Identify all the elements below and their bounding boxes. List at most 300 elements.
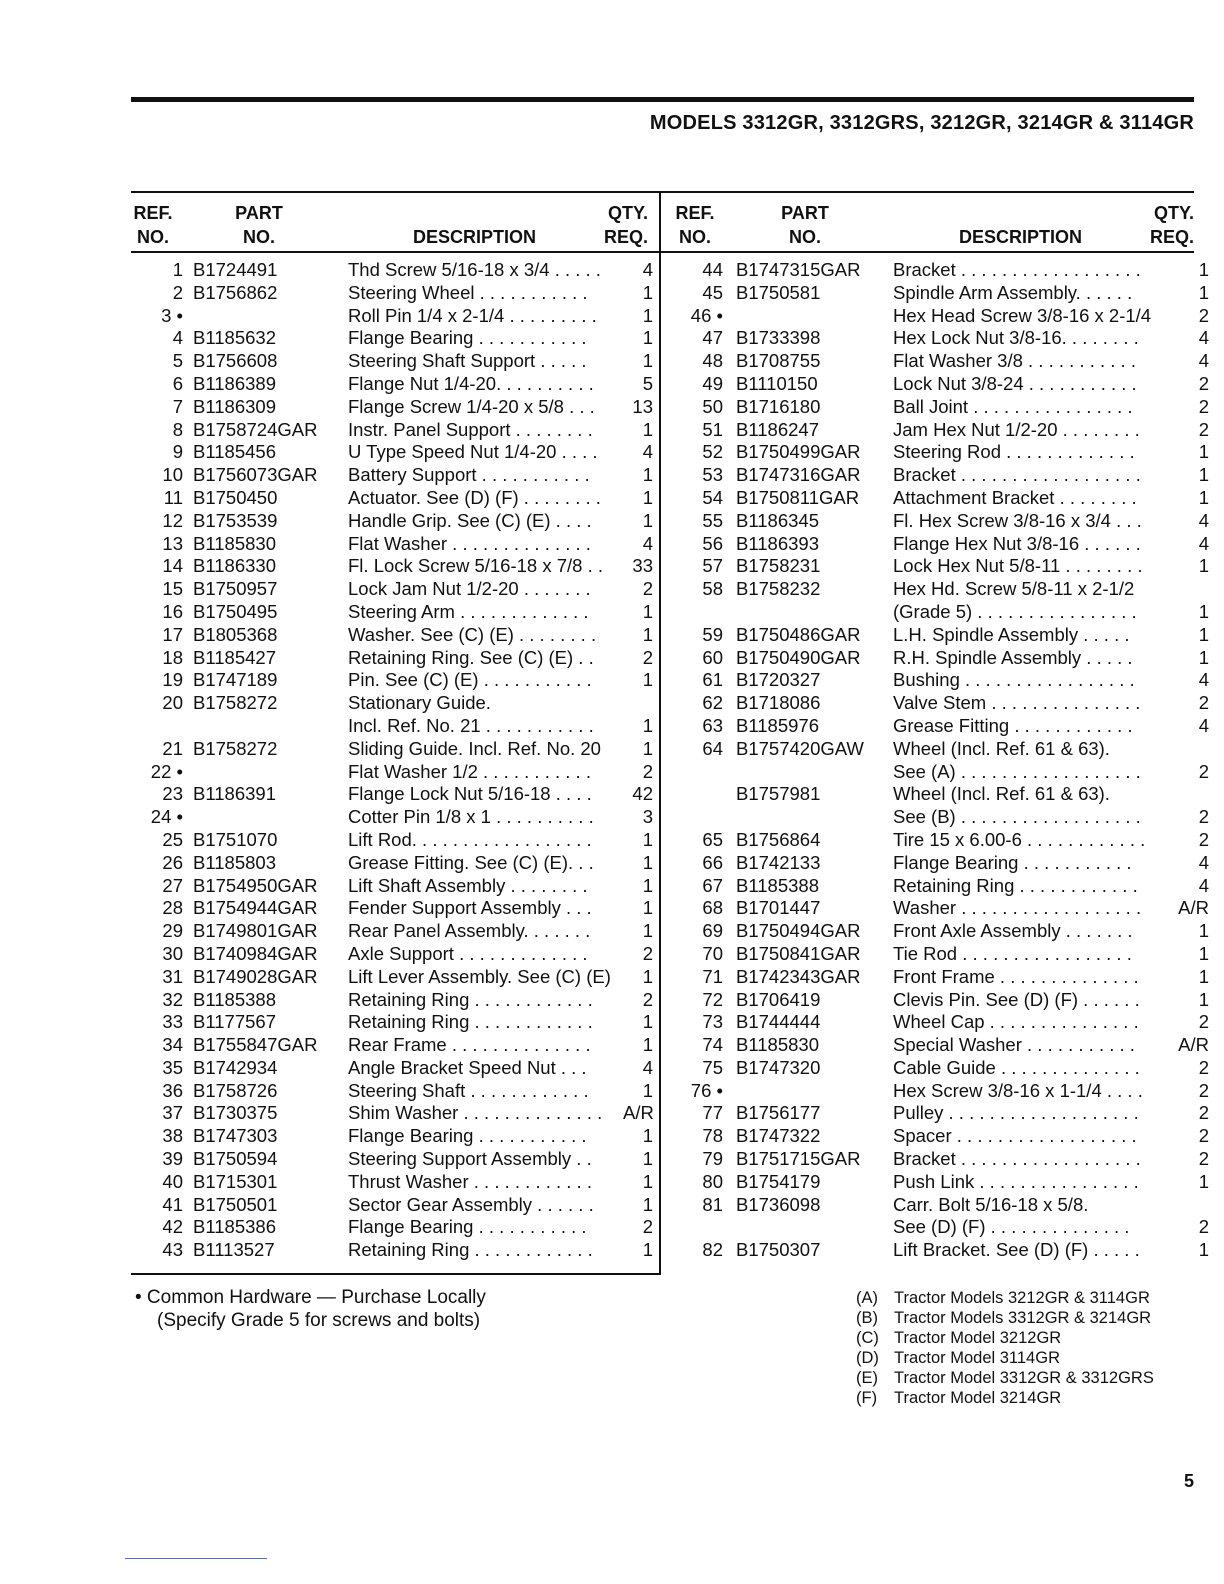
ref-number: 3 •	[161, 304, 183, 326]
ref-number: 60	[702, 646, 723, 668]
table-row	[131, 1011, 659, 1034]
part-number: B1186393	[736, 532, 819, 554]
part-description: Lock Jam Nut 1/2-20 . . . . . . .	[348, 578, 591, 600]
quantity: 4	[1198, 874, 1209, 896]
part-number: B1113527	[193, 1239, 275, 1261]
part-description: Front Axle Assembly . . . . . . .	[893, 920, 1133, 942]
header-description-right: DESCRIPTION	[959, 227, 1083, 247]
ref-number: 55	[702, 509, 723, 531]
table-row	[131, 806, 659, 829]
ref-number: 21	[162, 737, 183, 759]
table-row	[131, 1194, 659, 1217]
table-row	[667, 761, 1212, 784]
quantity: 1	[642, 281, 653, 303]
part-description: Rear Panel Assembly. . . . . . .	[348, 920, 591, 942]
part-description: Sliding Guide. Incl. Ref. No. 20	[348, 737, 601, 759]
table-row	[131, 715, 659, 738]
quantity: A/R	[1178, 897, 1209, 919]
quantity: 1	[642, 1239, 653, 1261]
part-description: Fl. Hex Screw 3/8-16 x 3/4 . . .	[893, 509, 1142, 531]
part-description: See (D) (F) . . . . . . . . . . . . . .	[893, 1216, 1130, 1238]
quantity: 1	[642, 327, 653, 349]
table-row	[131, 783, 659, 806]
ref-number: 43	[162, 1239, 183, 1261]
part-description: Flange Bearing . . . . . . . . . . .	[893, 851, 1132, 873]
table-row	[667, 943, 1212, 966]
ref-number: 17	[162, 623, 183, 645]
quantity: 1	[642, 851, 653, 873]
part-number: B1186389	[193, 372, 276, 394]
part-number: B1185830	[193, 532, 276, 554]
quantity: 4	[1198, 532, 1209, 554]
table-row	[131, 396, 659, 419]
part-description: Bracket . . . . . . . . . . . . . . . . . .	[893, 259, 1141, 280]
ref-number: 29	[162, 920, 183, 942]
part-number: B1742133	[736, 851, 821, 873]
quantity: 4	[642, 1056, 653, 1078]
quantity: 2	[1198, 828, 1209, 850]
part-number: B1756608	[193, 350, 278, 372]
part-number: B1754944GAR	[193, 897, 318, 919]
part-number: B1754950GAR	[193, 874, 318, 896]
ref-number: 12	[162, 509, 183, 531]
table-row	[131, 989, 659, 1012]
part-number: B1756864	[736, 828, 821, 850]
ref-number: 63	[702, 714, 723, 736]
quantity: 2	[1198, 760, 1209, 782]
quantity: 1	[1198, 259, 1209, 280]
header-part-right: PART NO.	[781, 203, 829, 247]
table-row	[667, 441, 1212, 464]
quantity: 1	[642, 1034, 653, 1056]
quantity: 1	[642, 1125, 653, 1147]
ref-number: 15	[162, 578, 183, 600]
table-row	[131, 510, 659, 533]
part-number: B1720327	[736, 669, 821, 691]
quantity: 33	[632, 555, 653, 577]
part-number: B1747316GAR	[736, 464, 861, 486]
part-number: B1758231	[736, 555, 821, 577]
table-row	[667, 419, 1212, 442]
ref-number: 72	[702, 988, 723, 1010]
part-description: Hex Head Screw 3/8-16 x 2-1/4	[893, 304, 1152, 326]
quantity: 1	[642, 623, 653, 645]
table-row	[131, 441, 659, 464]
part-number: B1701447	[736, 897, 821, 919]
ref-number: 57	[702, 555, 723, 577]
ref-number: 54	[702, 486, 723, 508]
table-row	[131, 555, 659, 578]
part-number: B1185427	[193, 646, 276, 668]
part-description: Flange Screw 1/4-20 x 5/8 . . .	[348, 395, 595, 417]
part-description: See (B) . . . . . . . . . . . . . . . . . .	[893, 806, 1141, 828]
quantity: 2	[1198, 692, 1209, 714]
ref-number: 69	[702, 920, 723, 942]
part-description: Cable Guide . . . . . . . . . . . . . .	[893, 1056, 1140, 1078]
part-number: B1750501	[193, 1193, 278, 1215]
part-description: Battery Support . . . . . . . . . . .	[348, 464, 590, 486]
ref-number: 66	[702, 851, 723, 873]
part-number: B1747315GAR	[736, 259, 861, 280]
quantity: 1	[642, 737, 653, 759]
table-row	[131, 738, 659, 761]
models-title: MODELS 3312GR, 3312GRS, 3212GR, 3214GR & 3114GR	[649, 112, 1194, 134]
ref-number: 7	[172, 395, 183, 417]
part-number: B1706419	[736, 988, 821, 1010]
table-row	[131, 1034, 659, 1057]
table-row	[131, 761, 659, 784]
part-description: Retaining Ring . . . . . . . . . . . .	[893, 874, 1138, 896]
table-row	[667, 1239, 1212, 1262]
quantity: 2	[1198, 418, 1209, 440]
table-row	[131, 1080, 659, 1103]
part-description: Thd Screw 5/16-18 x 3/4 . . . . .	[348, 259, 601, 280]
quantity: 1	[642, 304, 653, 326]
part-description: Retaining Ring . . . . . . . . . . . .	[348, 988, 593, 1010]
legend-tag: (F)	[856, 1389, 878, 1407]
quantity: 4	[1198, 350, 1209, 372]
table-row	[667, 510, 1212, 533]
quantity: 1	[642, 920, 653, 942]
part-number: B1747322	[736, 1125, 821, 1147]
part-number: B1755847GAR	[193, 1034, 318, 1056]
table-row	[667, 1034, 1212, 1057]
part-number: B1715301	[193, 1170, 278, 1192]
quantity: 2	[1198, 1079, 1209, 1101]
footnote-line-1: • Common Hardware — Purchase Locally	[135, 1287, 486, 1308]
part-number: B1756177	[736, 1102, 821, 1124]
part-description: Special Washer . . . . . . . . . . .	[893, 1034, 1135, 1056]
table-row	[667, 989, 1212, 1012]
quantity: 1	[642, 509, 653, 531]
ref-number: 14	[162, 555, 183, 577]
ref-number: 28	[162, 897, 183, 919]
ref-number: 45	[702, 281, 723, 303]
quantity: 1	[642, 965, 653, 987]
ref-number: 25	[162, 828, 183, 850]
part-number: B1750450	[193, 486, 278, 508]
part-description: Shim Washer . . . . . . . . . . . . . .	[348, 1102, 603, 1124]
ref-number: 73	[702, 1011, 723, 1033]
part-description: Tire 15 x 6.00-6 . . . . . . . . . . . .	[893, 828, 1146, 850]
part-description: Lift Bracket. See (D) (F) . . . . .	[893, 1239, 1140, 1261]
quantity: 2	[1198, 1056, 1209, 1078]
quantity: 1	[1198, 464, 1209, 486]
table-row	[131, 1125, 659, 1148]
ref-number: 35	[162, 1056, 183, 1078]
table-row	[667, 464, 1212, 487]
part-number: B1186309	[193, 395, 276, 417]
quantity: 5	[642, 372, 653, 394]
ref-number: 42	[162, 1216, 183, 1238]
table-row	[667, 1102, 1212, 1125]
quantity: 2	[642, 1216, 653, 1238]
quantity: 2	[1198, 372, 1209, 394]
table-row	[131, 464, 659, 487]
ref-number: 68	[702, 897, 723, 919]
ref-number: 40	[162, 1170, 183, 1192]
part-description: Lock Nut 3/8-24 . . . . . . . . . . .	[893, 372, 1137, 394]
quantity: 1	[642, 486, 653, 508]
part-description: Wheel Cap . . . . . . . . . . . . . . .	[893, 1011, 1139, 1033]
ref-number: 27	[162, 874, 183, 896]
ref-number: 13	[162, 532, 183, 554]
ref-number: 77	[702, 1102, 723, 1124]
quantity: 13	[632, 395, 653, 417]
legend-text: Tractor Model 3214GR	[894, 1389, 1062, 1407]
table-row	[131, 692, 659, 715]
table-row	[131, 419, 659, 442]
quantity: 1	[1198, 623, 1209, 645]
part-number: B1757420GAW	[736, 737, 864, 759]
quantity: 1	[642, 874, 653, 896]
quantity: 1	[642, 1193, 653, 1215]
part-description: Steering Rod . . . . . . . . . . . . .	[893, 441, 1135, 463]
ref-number: 65	[702, 828, 723, 850]
quantity: 1	[1198, 646, 1209, 668]
table-row	[131, 282, 659, 305]
table-row	[667, 852, 1212, 875]
ref-number: 23	[162, 783, 183, 805]
part-number: B1742343GAR	[736, 965, 861, 987]
quantity: 1	[1198, 965, 1209, 987]
part-number: B1750811GAR	[736, 486, 860, 508]
part-description: Clevis Pin. See (D) (F) . . . . . .	[893, 988, 1140, 1010]
part-description: Pulley . . . . . . . . . . . . . . . . . . .	[893, 1102, 1139, 1124]
table-header-rule	[131, 191, 1194, 193]
part-description: Flange Bearing . . . . . . . . . . .	[348, 1216, 587, 1238]
ref-number: 46 •	[690, 304, 723, 326]
table-row	[131, 350, 659, 373]
quantity: 1	[642, 828, 653, 850]
part-description: Axle Support . . . . . . . . . . . . .	[348, 942, 588, 964]
quantity: 4	[1198, 669, 1209, 691]
part-number: B1754179	[736, 1170, 821, 1192]
legend-text: Tractor Model 3114GR	[894, 1349, 1060, 1367]
quantity: 2	[1198, 1125, 1209, 1147]
table-bottom-rule	[131, 1273, 661, 1275]
ref-number: 48	[702, 350, 723, 372]
table-row	[131, 920, 659, 943]
table-row	[131, 829, 659, 852]
ref-number: 53	[702, 464, 723, 486]
part-number: B1733398	[736, 327, 821, 349]
table-row	[667, 373, 1212, 396]
part-number: B1110150	[736, 372, 818, 394]
quantity: 1	[1198, 555, 1209, 577]
part-description: Roll Pin 1/4 x 2-1/4 . . . . . . . . .	[348, 304, 597, 326]
part-description: Thrust Washer . . . . . . . . . . . .	[348, 1170, 592, 1192]
ref-number: 80	[702, 1170, 723, 1192]
top-rule	[131, 97, 1194, 102]
part-number: B1185632	[193, 327, 276, 349]
part-description: Hex Lock Nut 3/8-16. . . . . . . .	[893, 327, 1139, 349]
part-number: B1185456	[193, 441, 276, 463]
part-number: B1724491	[193, 259, 278, 280]
part-number: B1750957	[193, 578, 278, 600]
quantity: 1	[642, 350, 653, 372]
quantity: 2	[1198, 304, 1209, 326]
legend-tag: (E)	[856, 1369, 878, 1387]
table-row	[131, 943, 659, 966]
part-number: B1756862	[193, 281, 278, 303]
ref-number: 82	[702, 1239, 723, 1261]
table-row	[667, 1216, 1212, 1239]
ref-number: 26	[162, 851, 183, 873]
ref-number: 74	[702, 1034, 723, 1056]
part-description: U Type Speed Nut 1/4-20 . . . .	[348, 441, 598, 463]
part-number: B1177567	[193, 1011, 276, 1033]
quantity: 1	[642, 1079, 653, 1101]
part-number: B1742934	[193, 1056, 278, 1078]
quantity: 1	[1198, 1170, 1209, 1192]
ref-number: 70	[702, 942, 723, 964]
ref-number: 2	[172, 281, 183, 303]
part-number: B1747189	[193, 669, 278, 691]
table-row	[667, 1011, 1212, 1034]
part-description: Flange Lock Nut 5/16-18 . . . .	[348, 783, 592, 805]
ref-number: 20	[162, 692, 183, 714]
table-row	[667, 669, 1212, 692]
part-description: Bushing . . . . . . . . . . . . . . . . .	[893, 669, 1135, 691]
part-description: Steering Support Assembly . .	[348, 1148, 592, 1170]
ref-number: 71	[702, 965, 723, 987]
legend-text: Tractor Model 3212GR	[894, 1329, 1062, 1347]
table-row	[131, 647, 659, 670]
part-number: B1185803	[193, 851, 276, 873]
part-number: B1758726	[193, 1079, 278, 1101]
table-row	[667, 487, 1212, 510]
table-row	[667, 1125, 1212, 1148]
ref-number: 38	[162, 1125, 183, 1147]
table-row	[131, 259, 659, 282]
table-row	[667, 647, 1212, 670]
part-description: Fl. Lock Screw 5/16-18 x 7/8 . .	[348, 555, 603, 577]
table-row	[667, 897, 1212, 920]
part-number: B1744444	[736, 1011, 821, 1033]
quantity: 2	[1198, 1148, 1209, 1170]
part-number: B1750581	[736, 281, 821, 303]
part-number: B1186247	[736, 418, 819, 440]
part-description: Flange Bearing . . . . . . . . . . .	[348, 327, 587, 349]
quantity: 4	[642, 259, 653, 280]
quantity: 4	[1198, 509, 1209, 531]
table-row	[667, 1057, 1212, 1080]
part-description: Retaining Ring . . . . . . . . . . . .	[348, 1011, 593, 1033]
part-description: Angle Bracket Speed Nut . . .	[348, 1056, 587, 1078]
table-row	[131, 1171, 659, 1194]
table-row	[667, 1148, 1212, 1171]
parts-table-left	[131, 259, 659, 1262]
ref-number: 76 •	[690, 1079, 723, 1101]
table-row	[131, 852, 659, 875]
ref-number: 49	[702, 372, 723, 394]
quantity: 1	[1198, 486, 1209, 508]
part-description: Spacer . . . . . . . . . . . . . . . . . .	[893, 1125, 1137, 1147]
part-description: Sector Gear Assembly . . . . . .	[348, 1193, 594, 1215]
table-row	[667, 396, 1212, 419]
ref-number: 10	[162, 464, 183, 486]
quantity: 42	[632, 783, 653, 805]
part-description: Push Link . . . . . . . . . . . . . . . .	[893, 1170, 1139, 1192]
ref-number: 30	[162, 942, 183, 964]
quantity: 4	[1198, 851, 1209, 873]
quantity: 4	[1198, 327, 1209, 349]
part-description: Retaining Ring. See (C) (E) . .	[348, 646, 594, 668]
part-description: Ball Joint . . . . . . . . . . . . . . . .	[893, 395, 1133, 417]
part-description: Flat Washer 1/2 . . . . . . . . . . .	[348, 760, 591, 782]
ref-number: 33	[162, 1011, 183, 1033]
quantity: 1	[1198, 281, 1209, 303]
part-number: B1756073GAR	[193, 464, 318, 486]
part-description: Spindle Arm Assembly. . . . . .	[893, 281, 1133, 303]
quantity: 4	[642, 532, 653, 554]
header-description-left: DESCRIPTION	[413, 227, 537, 247]
part-number: B1186391	[193, 783, 276, 805]
ref-number: 16	[162, 600, 183, 622]
part-description: Flat Washer 3/8 . . . . . . . . . . .	[893, 350, 1136, 372]
part-number: B1758272	[193, 737, 278, 759]
part-description: Steering Wheel . . . . . . . . . . .	[348, 281, 588, 303]
legend-tag: (D)	[856, 1349, 879, 1367]
part-description: R.H. Spindle Assembly . . . . .	[893, 646, 1133, 668]
quantity: 2	[1198, 1102, 1209, 1124]
table-row	[667, 966, 1212, 989]
part-description: Bracket . . . . . . . . . . . . . . . . . .	[893, 1148, 1141, 1170]
ref-number: 51	[702, 418, 723, 440]
part-description: Steering Arm . . . . . . . . . . . . .	[348, 600, 589, 622]
header-qty-right: QTY. REQ.	[1149, 203, 1194, 247]
table-row	[131, 1216, 659, 1239]
part-number: B1753539	[193, 509, 278, 531]
part-description: Bracket . . . . . . . . . . . . . . . . . .	[893, 464, 1141, 486]
quantity: 1	[642, 897, 653, 919]
part-description: Flange Hex Nut 3/8-16 . . . . . .	[893, 532, 1141, 554]
page-number: 5	[1183, 1471, 1194, 1491]
table-row	[131, 601, 659, 624]
header-ref-left: REF. NO.	[133, 203, 173, 247]
footer-line	[125, 1558, 267, 1559]
table-row	[131, 1057, 659, 1080]
ref-number: 4	[172, 327, 183, 349]
part-number: B1758724GAR	[193, 418, 318, 440]
quantity: 1	[642, 714, 653, 736]
quantity: 1	[642, 600, 653, 622]
part-description: Stationary Guide.	[348, 692, 491, 714]
quantity: 1	[1198, 942, 1209, 964]
column-divider	[659, 191, 661, 1274]
part-description: Steering Shaft Support . . . . .	[348, 350, 587, 372]
ref-number: 32	[162, 988, 183, 1010]
part-number: B1750494GAR	[736, 920, 861, 942]
table-row	[131, 533, 659, 556]
ref-number: 58	[702, 578, 723, 600]
part-number: B1716180	[736, 395, 821, 417]
part-description: Lock Hex Nut 5/8-11 . . . . . . . .	[893, 555, 1143, 577]
part-number: B1186345	[736, 509, 819, 531]
legend-tag: (A)	[856, 1289, 878, 1307]
part-description: Lift Lever Assembly. See (C) (E)	[348, 965, 611, 987]
part-number: B1750495	[193, 600, 278, 622]
part-number: B1708755	[736, 350, 821, 372]
table-row	[131, 1102, 659, 1125]
part-description: Hex Screw 3/8-16 x 1-1/4 . . . .	[893, 1079, 1143, 1101]
quantity: 1	[642, 1148, 653, 1170]
part-description: Washer . . . . . . . . . . . . . . . . . .	[893, 897, 1142, 919]
part-description: Tie Rod . . . . . . . . . . . . . . . . .	[893, 942, 1132, 964]
part-description: Jam Hex Nut 1/2-20 . . . . . . . .	[893, 418, 1140, 440]
part-description: Flange Bearing . . . . . . . . . . .	[348, 1125, 587, 1147]
